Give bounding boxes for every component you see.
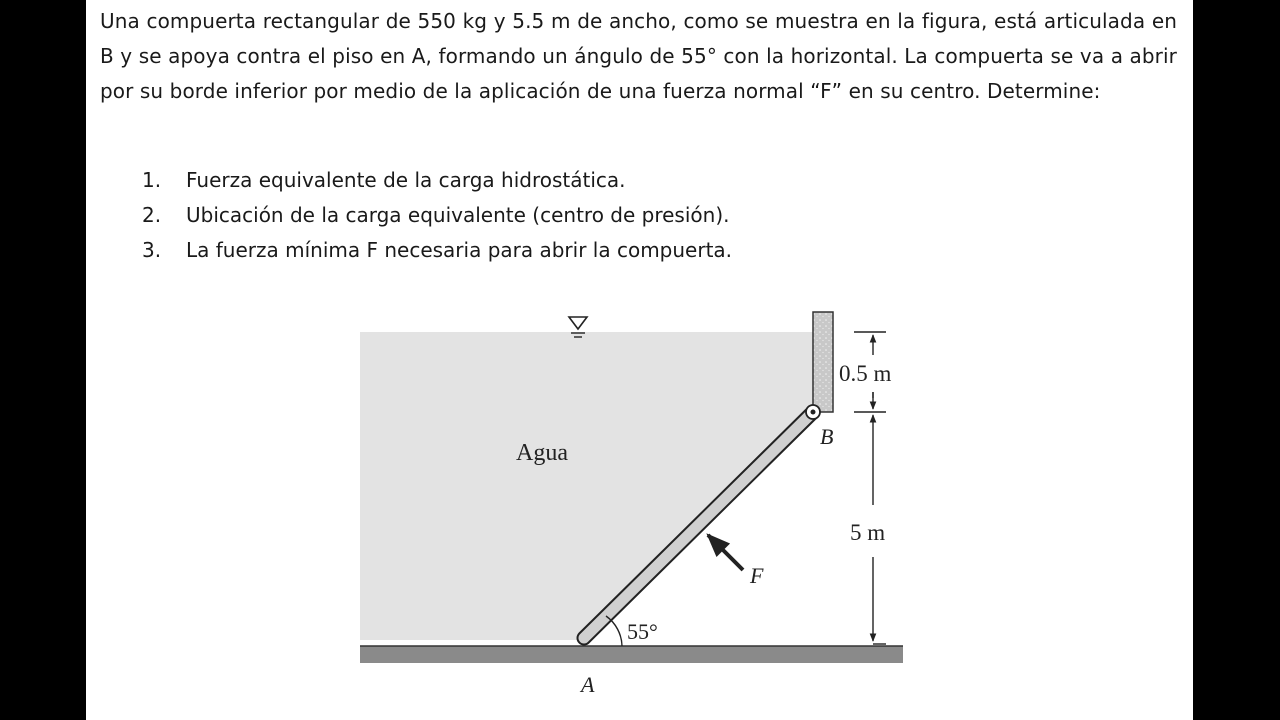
problem-statement: Una compuerta rectangular de 550 kg y 5.5 m de ancho, como se muestra en la figura, está articulada en B y se apoya contra el piso en A, formando un ángulo de 55° con la horizontal. La compuerta se va a abrir por su borde inferior por medio de la aplicación de una fuerza normal “F” en su centro. Determine: [100,9,1177,103]
angle-label: 55° [627,619,658,644]
task-number: 1. [142,168,162,192]
top-dimension-label: 0.5 m [839,361,892,386]
task-text: Fuerza equivalente de la carga hidrostática. [186,168,626,192]
water-label: Agua [516,440,568,466]
floor-point-label: A [581,672,595,697]
hinge-label: B [820,424,834,449]
height-dimension-label: 5 m [850,520,886,545]
wall [813,312,833,412]
task-number: 2. [142,203,162,227]
gate-diagram [86,0,1193,720]
task-text: Ubicación de la carga equivalente (centro de presión). [186,203,730,227]
force-arrow [708,535,743,570]
task-text: La fuerza mínima F necesaria para abrir la compuerta. [186,238,733,262]
floor [360,646,903,663]
force-label: F [750,563,764,588]
task-number: 3. [142,238,162,262]
document-page [86,0,1193,720]
